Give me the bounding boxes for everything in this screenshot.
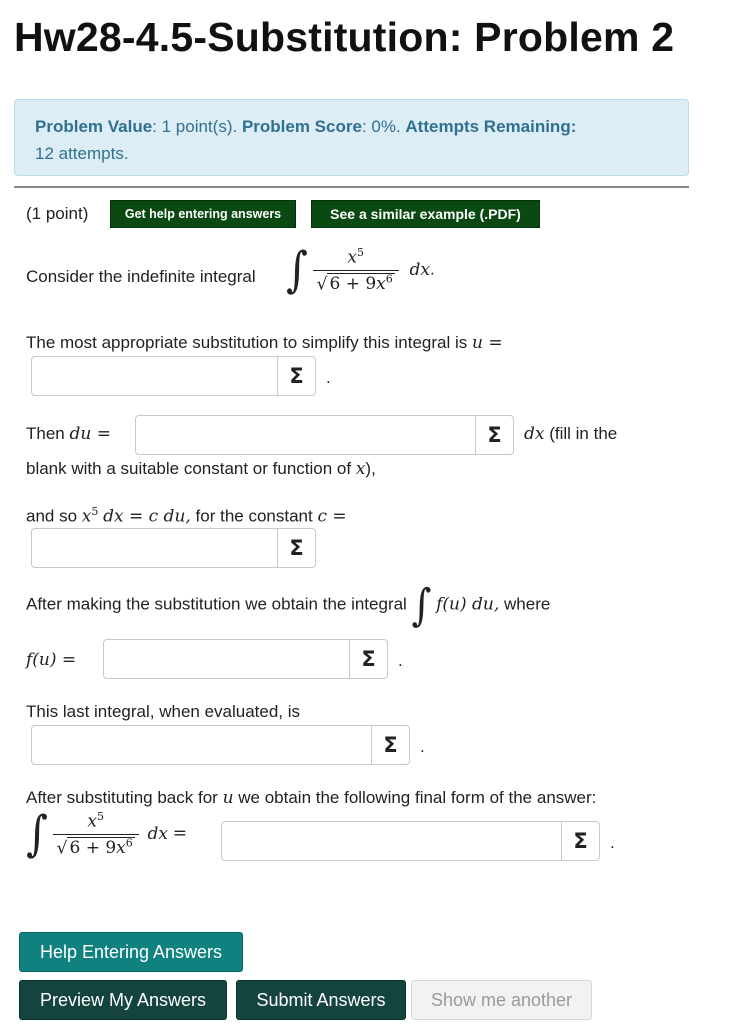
period: . (610, 833, 615, 852)
close-paren: ), (365, 459, 376, 478)
where-text: where (504, 594, 551, 614)
evaluated-answer-field (31, 725, 410, 765)
preview-answers-button[interactable]: Preview My Answers (19, 980, 227, 1020)
and-so-line (26, 505, 347, 527)
c-equation-editor-button[interactable]: Σ (277, 529, 315, 567)
c-equals: c = (317, 506, 347, 527)
fu-equals (26, 650, 76, 670)
final-integrand-fraction: $\frac{x^5}{√ 6 + 9x^6}$ (53, 810, 139, 858)
problem-value-label: Problem Value (35, 117, 153, 136)
period: . (429, 259, 435, 279)
integral-sign-icon: ∫ (286, 241, 308, 298)
last-integral-text: This last integral, when evaluated, is (26, 702, 301, 721)
du-answer-field (135, 415, 514, 455)
back-sub-text: After substituting back for (26, 788, 218, 807)
substitution-prompt (26, 333, 503, 353)
u-equals: u = (472, 333, 503, 353)
denominator-var: x (376, 274, 386, 295)
final-denominator-exp: 6 (125, 836, 133, 850)
fu-equals-label: f(u) = (26, 650, 77, 670)
period: . (420, 737, 425, 756)
problem-value: : 1 point(s). (152, 117, 242, 136)
then-label: Then (26, 424, 65, 443)
final-equals: = (172, 823, 187, 844)
dx-eq-cdu: dx = c du, (103, 506, 191, 527)
du-suffix (524, 424, 617, 444)
final-input[interactable] (222, 822, 561, 860)
problem-score: : 0%. (361, 117, 406, 136)
du-equals: du = (69, 424, 111, 444)
x-var: x (355, 459, 366, 479)
dx-label: dx (524, 424, 545, 444)
integral-expression (286, 241, 435, 298)
final-numerator-var: x (87, 811, 97, 832)
du-input[interactable] (136, 416, 475, 454)
substitution-text: The most appropriate substitution to simplify this integral is (26, 333, 468, 352)
final-dx: dx (147, 823, 168, 844)
x5-var: x (81, 506, 92, 527)
get-help-button[interactable]: Get help entering answers (110, 200, 296, 228)
submit-answers-button[interactable]: Submit Answers (236, 980, 406, 1020)
integrand-fraction: $\frac{x^5}{√ 6 + 9x^6}$ (313, 246, 399, 294)
fu-input[interactable] (104, 640, 349, 678)
final-integral-expression (26, 805, 187, 862)
denominator-exp: 6 (385, 272, 393, 286)
period: . (398, 651, 403, 670)
c-input[interactable] (32, 529, 277, 567)
integral-sign-icon: ∫ (26, 805, 48, 862)
fill-text: (fill in the (549, 424, 618, 443)
attempts-remaining: 12 attempts. (35, 144, 129, 163)
fudu: f(u) du, (436, 594, 500, 615)
fu-answer-field (103, 639, 388, 679)
u-answer-field (31, 356, 316, 396)
du-equation-editor-button[interactable]: Σ (475, 416, 513, 454)
after-sub-line (26, 579, 551, 631)
integral-sign-icon: ∫ (411, 579, 432, 631)
and-so-text: and so (26, 506, 78, 526)
dx-label: dx (409, 259, 430, 280)
integral-intro: Consider the indefinite integral (26, 267, 256, 286)
back-sub-line (26, 788, 596, 808)
problem-points: (1 point) (26, 204, 89, 223)
c-answer-field (31, 528, 316, 568)
blank-text: blank with a suitable constant or function of (26, 459, 352, 478)
final-numerator-exp: 5 (96, 810, 104, 823)
final-equation-editor-button[interactable]: Σ (561, 822, 599, 860)
numerator-exp: 5 (356, 246, 364, 259)
numerator-var: x (347, 247, 357, 268)
show-another-button[interactable]: Show me another (411, 980, 592, 1020)
x5-exp: 5 (91, 505, 99, 518)
after-sub-text: After making the substitution we obtain the integral (26, 594, 407, 614)
attempts-remaining-label: Attempts Remaining: (405, 117, 577, 136)
u-equation-editor-button[interactable]: Σ (277, 357, 315, 395)
divider (14, 186, 689, 188)
page-title: Hw28-4.5-Substitution: Problem 2 (14, 14, 675, 60)
fu-equation-editor-button[interactable]: Σ (349, 640, 387, 678)
denominator-const: 6 + 9 (329, 274, 377, 295)
evaluated-input[interactable] (32, 726, 371, 764)
problem-info-box (14, 99, 689, 176)
period: . (326, 368, 331, 387)
final-denominator-var: x (116, 838, 126, 859)
final-answer-field (221, 821, 600, 861)
then-text (26, 424, 111, 444)
u-var: u (222, 788, 234, 808)
similar-example-button[interactable]: See a similar example (.PDF) (311, 200, 540, 228)
evaluated-equation-editor-button[interactable]: Σ (371, 726, 409, 764)
final-denominator-const: 6 + 9 (69, 838, 117, 859)
back-sub-rest: we obtain the following final form of the answer: (238, 788, 597, 807)
help-entering-answers-button[interactable]: Help Entering Answers (19, 932, 243, 972)
constant-text: for the constant (195, 506, 313, 526)
u-input[interactable] (32, 357, 277, 395)
blank-instruction (26, 459, 376, 479)
problem-score-label: Problem Score (241, 117, 362, 136)
